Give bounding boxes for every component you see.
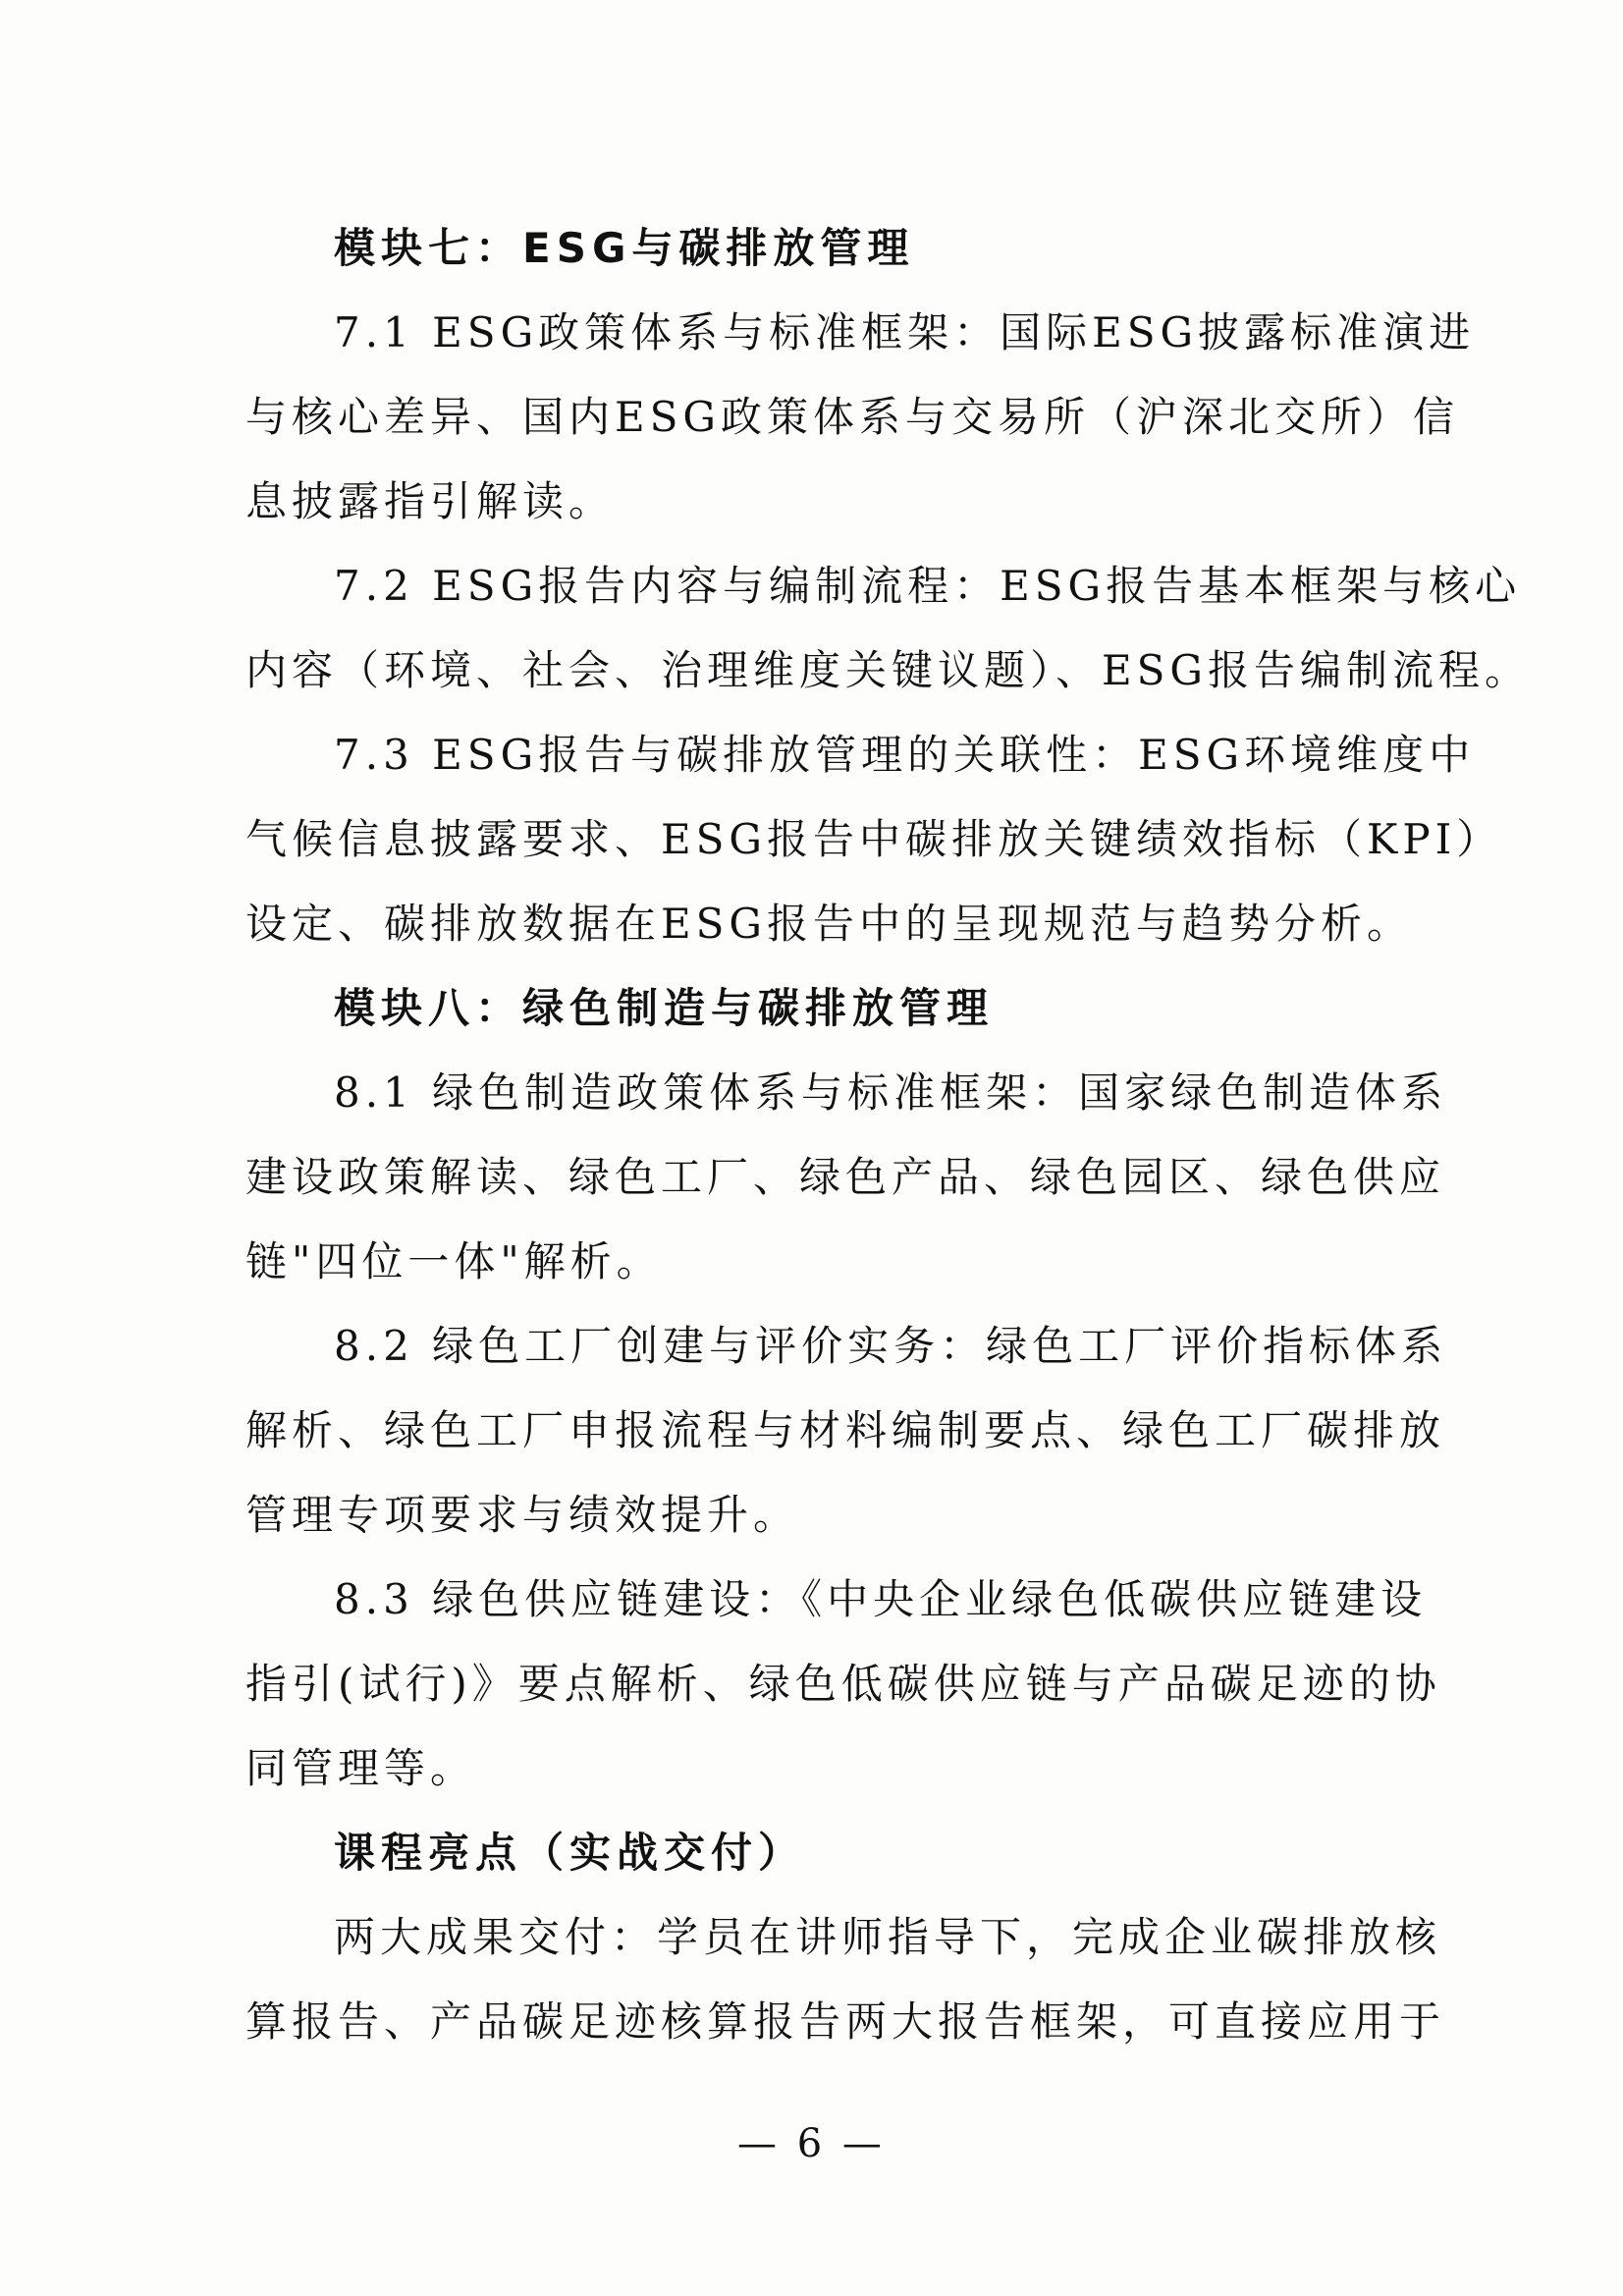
paragraph-line: 解析、绿色工厂申报流程与材料编制要点、绿色工厂碳排放	[245, 1406, 1446, 1454]
paragraph-line: 内容（环境、社会、治理维度关键议题）、ESG报告编制流程。	[245, 646, 1531, 694]
paragraph-line: 气候信息披露要求、ESG报告中碳排放关键绩效指标（KPI）	[245, 815, 1503, 863]
paragraph-line: 同管理等。	[245, 1744, 477, 1792]
paragraph-line: 8.2 绿色工厂创建与评价实务：绿色工厂评价指标体系	[334, 1322, 1448, 1370]
paragraph-line: 两大成果交付：学员在讲师指导下，完成企业碳排放核	[334, 1913, 1442, 1961]
page-number: — 6 —	[737, 2121, 886, 2166]
paragraph-line: 7.2 ESG报告内容与编制流程：ESG报告基本框架与核心	[334, 562, 1522, 610]
paragraph-line: 7.3 ESG报告与碳排放管理的关联性：ESG环境维度中	[334, 731, 1476, 779]
section-heading-module-8: 模块八：绿色制造与碳排放管理	[334, 984, 995, 1032]
section-heading-module-7: 模块七：ESG与碳排放管理	[334, 224, 915, 272]
section-heading-course-highlights: 课程亮点（实战交付）	[334, 1829, 806, 1877]
paragraph-line: 7.1 ESG政策体系与标准框架：国际ESG披露标准演进	[334, 308, 1476, 356]
document-body	[245, 206, 1531, 2064]
paragraph-line: 建设政策解读、绿色工厂、绿色产品、绿色园区、绿色供应	[245, 1153, 1446, 1201]
paragraph-line: 息披露指引解读。	[245, 477, 616, 525]
paragraph-line: 指引(试行)》要点解析、绿色低碳供应链与产品碳足迹的协	[245, 1660, 1441, 1708]
paragraph-line: 链"四位一体"解析。	[245, 1237, 663, 1285]
paragraph-line: 设定、碳排放数据在ESG报告中的呈现规范与趋势分析。	[245, 900, 1413, 948]
paragraph-line: 管理专项要求与绩效提升。	[245, 1491, 800, 1539]
paragraph-line: 与核心差异、国内ESG政策体系与交易所（沪深北交所）信	[245, 393, 1459, 441]
paragraph-line: 8.3 绿色供应链建设：《中央企业绿色低碳供应链建设	[334, 1575, 1428, 1623]
paragraph-line: 算报告、产品碳足迹核算报告两大报告框架，可直接应用于	[245, 1997, 1446, 2046]
paragraph-line: 8.1 绿色制造政策体系与标准框架：国家绿色制造体系	[334, 1068, 1448, 1117]
